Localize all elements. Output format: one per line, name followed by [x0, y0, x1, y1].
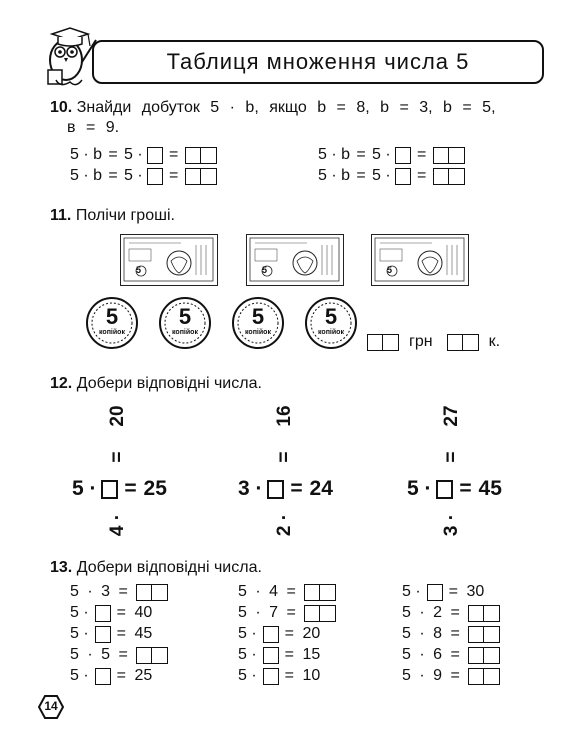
page-number: 14 [44, 699, 58, 713]
answer-box[interactable] [101, 480, 118, 499]
answer-box[interactable] [427, 584, 443, 601]
task10-text: Знайди добуток 5 · b, якщо b = 8, b = 3, b = 5, [76, 99, 496, 116]
coin-value: 5 [105, 304, 119, 329]
task13-item [238, 582, 336, 602]
coin-label: копійок [318, 329, 344, 336]
task13-item [402, 624, 500, 644]
coin-label: копійок [172, 329, 198, 336]
expr-result: = 40 [116, 604, 153, 621]
expr: 5 · [238, 625, 257, 642]
task13-item [70, 645, 168, 665]
answer-box-two-digit[interactable] [468, 605, 500, 622]
expr-left: 5 · b [318, 146, 351, 163]
task13-item [70, 666, 152, 686]
answer-box[interactable] [95, 626, 111, 643]
expr-left: 5 · b [70, 146, 103, 163]
task12-equation-2 [238, 477, 333, 501]
task12-number: 12. [50, 375, 73, 392]
task13-item [238, 666, 320, 686]
option-bottom-2: 2 · [274, 513, 295, 537]
task13-item [238, 645, 320, 665]
coin-5-kopecks [85, 296, 139, 350]
coin-5-kopecks [231, 296, 285, 350]
equals: = [356, 146, 366, 163]
hryvnia-answer-box[interactable] [367, 334, 399, 351]
answer-box-two-digit[interactable] [185, 147, 217, 164]
coin-label: копійок [245, 329, 271, 336]
equals: = [356, 167, 366, 184]
expr: 5 · 5 = [70, 646, 128, 663]
task13-text: Добери відповідні числа. [76, 559, 262, 576]
equals: = [459, 477, 472, 500]
option-bottom-1: 4 · [107, 513, 128, 537]
banknote-icon [372, 235, 467, 284]
equals: = [108, 167, 118, 184]
option-bottom-3: 3 · [441, 513, 462, 537]
expr-mid: 5 · [372, 146, 391, 163]
answer-box[interactable] [267, 480, 284, 499]
answer-box-two-digit[interactable] [468, 626, 500, 643]
task13-number: 13. [50, 559, 73, 576]
expr: 5 · 8 = [402, 625, 460, 642]
banknote-value: 5 [262, 265, 268, 275]
task12-equation-3 [407, 477, 502, 501]
expr: 5 · 2 = [402, 604, 460, 621]
task10-heading [50, 97, 496, 119]
answer-box-two-digit[interactable] [304, 605, 336, 622]
expr-result: = 45 [116, 625, 153, 642]
task12-equation-1 [72, 477, 167, 501]
banknote-value: 5 [136, 265, 142, 275]
coin-5-kopecks [158, 296, 212, 350]
banknote-5-uah [371, 234, 469, 286]
task11-heading [50, 205, 175, 227]
coin-label: копійок [99, 329, 125, 336]
kopeck-label: к. [488, 333, 501, 350]
answer-box-two-digit[interactable] [468, 647, 500, 664]
coin-value: 5 [178, 304, 192, 329]
task13-heading [50, 557, 262, 579]
task13-item [402, 603, 500, 623]
expr-result: = 30 [448, 583, 485, 600]
expr-mid: 5 · [372, 167, 391, 184]
task10-number: 10. [50, 99, 73, 116]
answer-box[interactable] [395, 168, 411, 185]
expr-left: 5 · b [318, 167, 351, 184]
answer-box-two-digit[interactable] [304, 584, 336, 601]
page-number-badge [38, 694, 64, 720]
task13-item [238, 603, 336, 623]
expr-left: 5 · [72, 477, 97, 500]
answer-box[interactable] [147, 168, 163, 185]
expr: 5 · 7 = [238, 604, 296, 621]
expr: 5 · [238, 646, 257, 663]
answer-box-two-digit[interactable] [433, 147, 465, 164]
answer-box[interactable] [263, 626, 279, 643]
banknote-5-uah [246, 234, 344, 286]
expr-result: = 20 [284, 625, 321, 642]
answer-box-two-digit[interactable] [136, 647, 168, 664]
equals: = [108, 146, 118, 163]
expr-left: 5 · [407, 477, 432, 500]
coin-value: 5 [324, 304, 338, 329]
task10-row-1 [70, 145, 217, 165]
task10-text-continued: в = 9. [67, 119, 120, 136]
task10-row-3 [318, 145, 465, 165]
task13-item [402, 666, 500, 686]
expr: 5 · [70, 667, 89, 684]
equals: = [124, 477, 137, 500]
answer-box-two-digit[interactable] [468, 668, 500, 685]
task13-item [402, 645, 500, 665]
answer-box-two-digit[interactable] [136, 584, 168, 601]
answer-box[interactable] [147, 147, 163, 164]
banknote-value: 5 [387, 265, 393, 275]
expr-left: 3 · [238, 477, 263, 500]
task12-text: Добери відповідні числа. [76, 375, 262, 392]
coin-value: 5 [251, 304, 265, 329]
answer-box[interactable] [95, 605, 111, 622]
expr: 5 · 3 = [70, 583, 128, 600]
task13-item [402, 582, 484, 602]
answer-box-two-digit[interactable] [433, 168, 465, 185]
coin-5-kopecks [304, 296, 358, 350]
equals: = [290, 477, 303, 500]
expr-result: = 15 [284, 646, 321, 663]
expr: 5 · [238, 667, 257, 684]
task13-item [70, 582, 168, 602]
page-title: Таблиця множення числа 5 [92, 40, 544, 84]
answer-box[interactable] [263, 647, 279, 664]
expr: 5 · 4 = [238, 583, 296, 600]
equals-rotated: = [274, 451, 295, 463]
result: 45 [478, 477, 502, 500]
expr: 5 · [70, 625, 89, 642]
answer-box[interactable] [436, 480, 453, 499]
expr: 5 · 9 = [402, 667, 460, 684]
banknote-icon [121, 235, 216, 284]
task11-text: Полічи гроші. [75, 207, 175, 224]
equals: = [417, 167, 427, 184]
answer-box[interactable] [263, 668, 279, 685]
kopeck-answer-box[interactable] [447, 334, 479, 351]
equals: = [169, 167, 179, 184]
task12-heading [50, 373, 262, 395]
result: 24 [309, 477, 333, 500]
money-answer [367, 332, 500, 352]
option-top-3: 27 [441, 405, 462, 427]
equals-rotated: = [441, 451, 462, 463]
equals: = [169, 146, 179, 163]
banknote-5-uah [120, 234, 218, 286]
expr-mid: 5 · [124, 167, 143, 184]
expr: 5 · 6 = [402, 646, 460, 663]
expr-left: 5 · b [70, 167, 103, 184]
result: 25 [143, 477, 167, 500]
answer-box[interactable] [95, 668, 111, 685]
task13-item [70, 624, 152, 644]
expr-result: = 10 [284, 667, 321, 684]
task11-number: 11. [50, 207, 72, 224]
expr: 5 · [402, 583, 421, 600]
expr: 5 · [70, 604, 89, 621]
task10-row-4 [318, 166, 465, 186]
option-top-2: 16 [274, 405, 295, 427]
equals-rotated: = [107, 451, 128, 463]
answer-box[interactable] [395, 147, 411, 164]
option-top-1: 20 [107, 405, 128, 427]
task13-item [70, 603, 152, 623]
banknote-icon [247, 235, 342, 284]
task10-row-2 [70, 166, 217, 186]
expr-mid: 5 · [124, 146, 143, 163]
expr-result: = 25 [116, 667, 153, 684]
currency-label: грн [409, 333, 433, 350]
answer-box-two-digit[interactable] [185, 168, 217, 185]
equals: = [417, 146, 427, 163]
task13-item [238, 624, 320, 644]
